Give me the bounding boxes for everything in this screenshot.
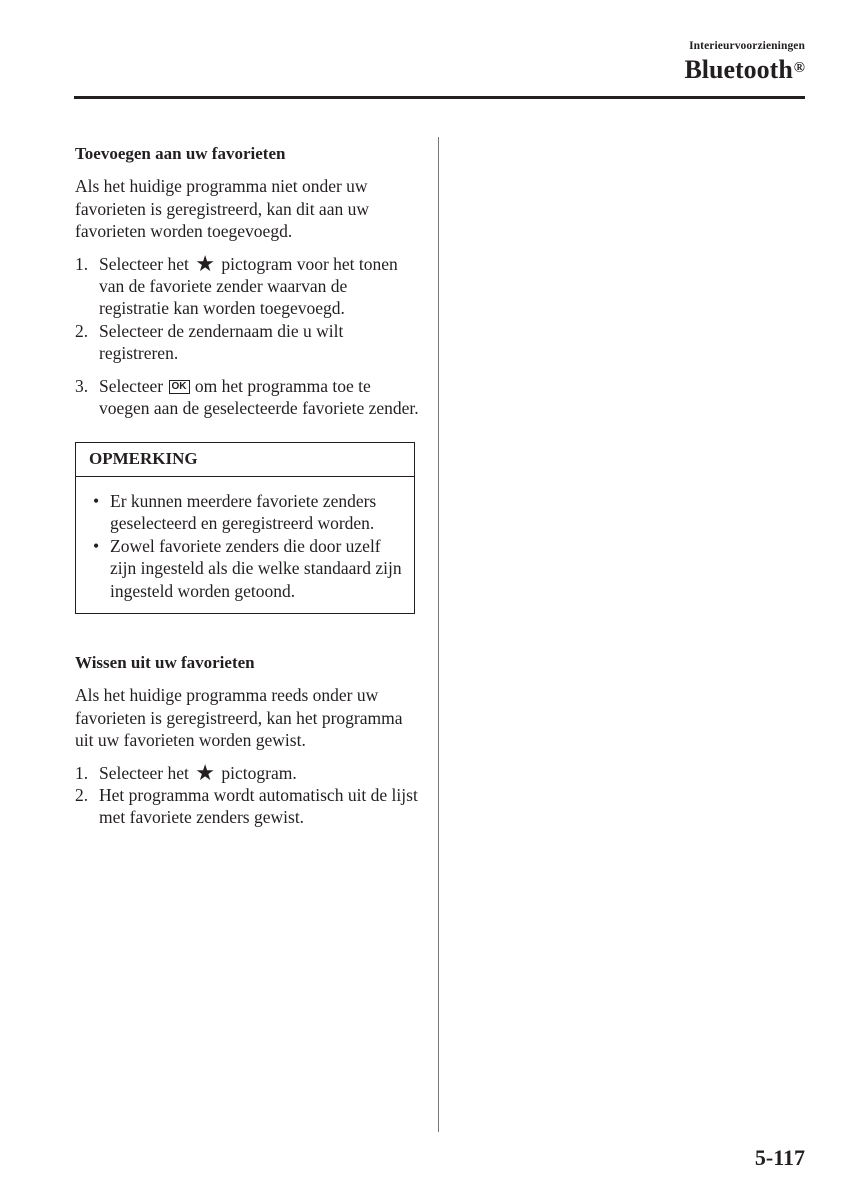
list-item: [75, 250, 420, 320]
list-item: [75, 784, 420, 829]
step-number: 1.: [75, 762, 89, 783]
chapter-title-text: Bluetooth: [684, 55, 793, 84]
step-text-before: Selecteer: [99, 375, 164, 396]
star-icon: ★: [195, 759, 215, 785]
note-text: Er kunnen meerdere favoriete zenders geselecteerd en geregistreerd worden.: [110, 490, 377, 534]
step-text: Het programma wordt automatisch uit de lijst met favoriete zenders gewist.: [99, 784, 418, 828]
note-text: Zowel favoriete zenders die door uzelf zijn ingesteld als die welke standaard zijn ingesteld worden getoond.: [110, 535, 402, 601]
step-number: 2.: [75, 320, 89, 341]
left-column: [75, 143, 420, 829]
step-number: 3.: [75, 375, 89, 396]
step-text: Selecteer de zendernaam die u wilt registreren.: [99, 320, 344, 364]
remove-favorites-intro: Als het huidige programma reeds onder uw favorieten is geregistreerd, kan het programma uit uw favorieten worden gewist.: [75, 685, 403, 751]
column-divider: [438, 137, 439, 1132]
add-favorites-intro: Als het huidige programma niet onder uw favorieten is geregistreerd, kan dit aan uw favorieten worden toegevoegd.: [75, 176, 369, 242]
list-item: [90, 490, 404, 535]
list-item: [90, 535, 404, 602]
note-list: [76, 477, 414, 613]
add-favorites-heading: Toevoegen aan uw favorieten: [75, 144, 286, 163]
add-favorites-steps: [75, 250, 420, 420]
step-text-after: pictogram voor het tonen van de favoriete zender waarvan de registratie kan worden toegevoegd.: [99, 253, 398, 319]
note-box: [75, 442, 415, 613]
remove-favorites-steps: [75, 759, 420, 829]
star-icon: ★: [195, 250, 215, 276]
list-item: [75, 375, 420, 420]
list-item: [75, 320, 420, 365]
ok-button-icon: OK: [169, 380, 190, 394]
header-rule: [74, 96, 805, 99]
step-text-before: Selecteer het: [99, 253, 189, 274]
step-text-after: om het programma toe te voegen aan de geselecteerde favoriete zender.: [99, 375, 419, 419]
step-number: 1.: [75, 253, 89, 274]
list-item: [75, 759, 420, 785]
step-number: 2.: [75, 784, 89, 805]
bullet-icon: •: [93, 535, 100, 556]
section-title: Interieurvoorzieningen: [689, 40, 805, 52]
chapter-title: [684, 54, 805, 86]
registered-mark: ®: [793, 60, 805, 76]
step-text-after: pictogram.: [221, 762, 297, 783]
note-title: OPMERKING: [76, 443, 414, 476]
step-text-before: Selecteer het: [99, 762, 189, 783]
bullet-icon: •: [93, 490, 100, 511]
page-number: 5-117: [754, 1145, 805, 1170]
remove-favorites-heading: Wissen uit uw favorieten: [75, 652, 255, 672]
